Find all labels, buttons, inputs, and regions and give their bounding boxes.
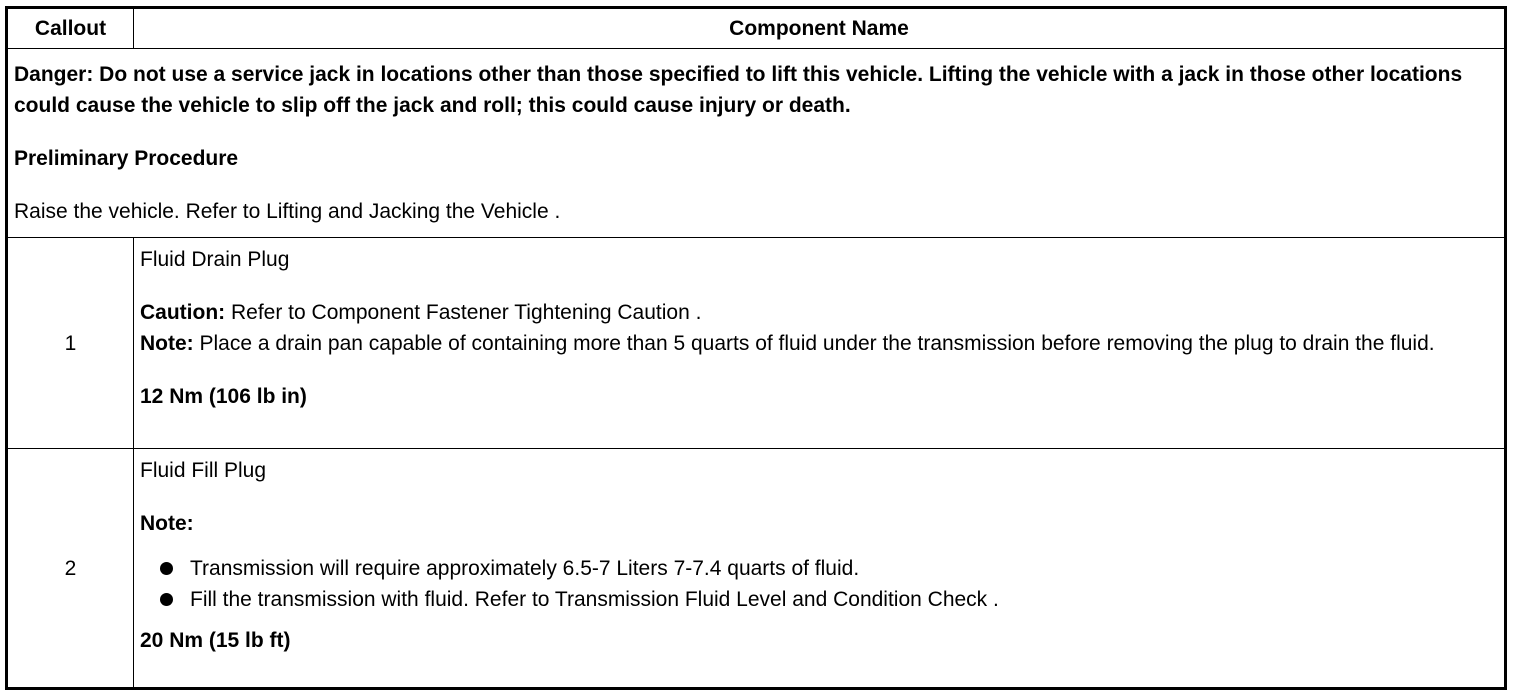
- caution-line: [140, 297, 1498, 328]
- callout-number: 2: [7, 449, 134, 689]
- caution-label: Caution:: [140, 301, 226, 324]
- table-row: [7, 449, 1506, 689]
- preliminary-procedure-text: Raise the vehicle. Refer to Lifting and Jacking the Vehicle .: [14, 200, 561, 223]
- note-label: Note:: [140, 332, 194, 355]
- torque-spec: 20 Nm (15 lb ft): [140, 629, 291, 652]
- header-row: [7, 8, 1506, 49]
- component-cell: [134, 449, 1506, 689]
- caution-text: Refer to Component Fastener Tightening Caution .: [225, 301, 702, 324]
- note-line: [140, 328, 1498, 359]
- callout-number: 1: [7, 238, 134, 449]
- note-label: Note:: [140, 512, 194, 535]
- intro-row: [7, 49, 1506, 238]
- procedure-table: [5, 6, 1507, 690]
- table-row: [7, 238, 1506, 449]
- note-line: [140, 508, 1498, 539]
- note-bullet-list: [140, 553, 1498, 615]
- component-name: Fluid Drain Plug: [140, 248, 290, 271]
- danger-warning: Danger: Do not use a service jack in locations other than those specified to lift this vehicle. Lifting the vehicle with a jack in those other locations could cause the vehicle to slip off the jack and roll; this could cause injury or death.: [14, 63, 1463, 117]
- component-cell: [134, 238, 1506, 449]
- preliminary-procedure-title: Preliminary Procedure: [14, 147, 239, 170]
- component-name-header: Component Name: [134, 8, 1506, 49]
- callout-header: Callout: [7, 8, 134, 49]
- list-item: Transmission will require approximately 6.5-7 Liters 7-7.4 quarts of fluid.: [160, 553, 1498, 584]
- bullet-icon: [160, 593, 173, 606]
- torque-spec: 12 Nm (106 lb in): [140, 385, 307, 408]
- note-text: Place a drain pan capable of containing more than 5 quarts of fluid under the transmission before removing the plug to drain the fluid.: [193, 332, 1435, 355]
- intro-cell: [7, 49, 1506, 238]
- list-item: Fill the transmission with fluid. Refer to Transmission Fluid Level and Condition Check .: [160, 584, 1498, 615]
- component-name: Fluid Fill Plug: [140, 459, 267, 482]
- bullet-icon: [160, 562, 173, 575]
